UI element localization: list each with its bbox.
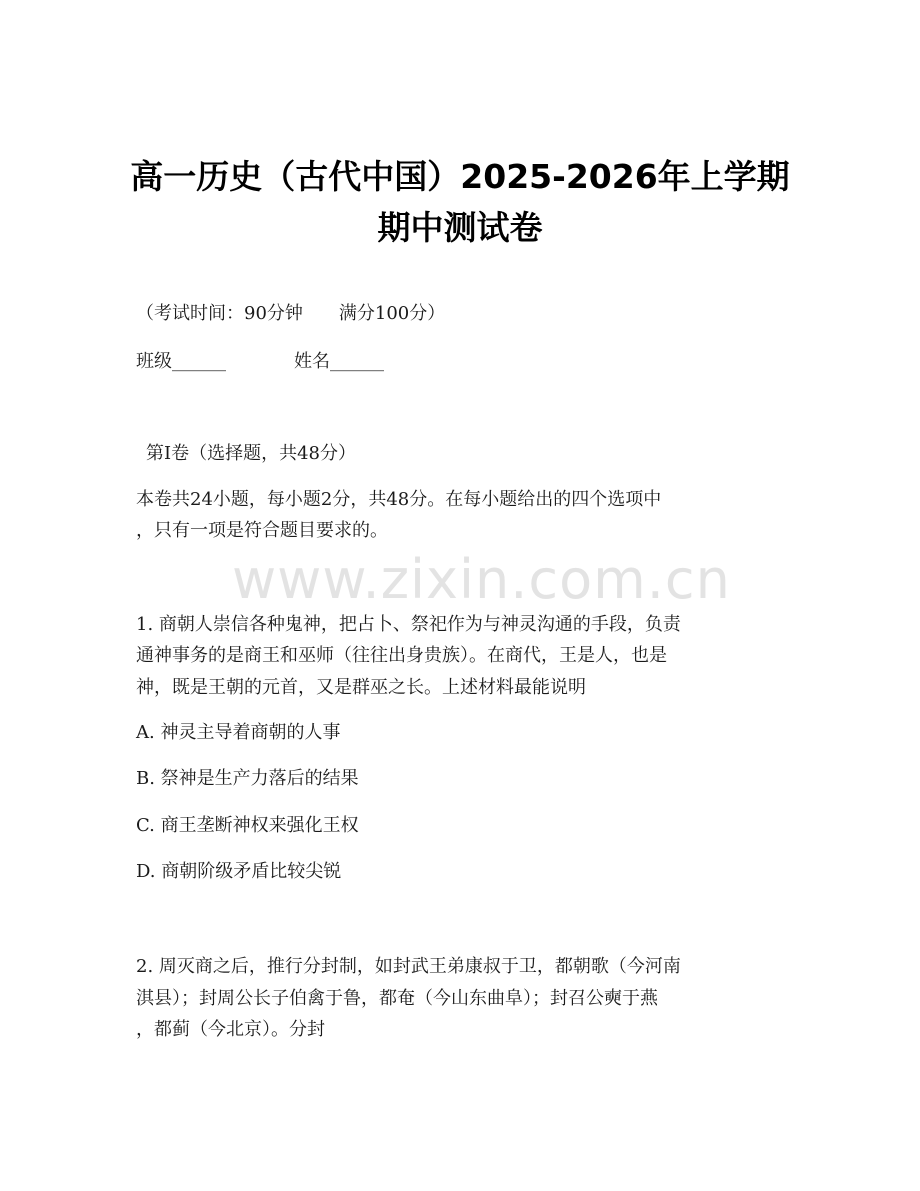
question-1-option-b: B. 祭神是生产力落后的结果 <box>136 768 359 789</box>
page-title-line-1: 高一历史（古代中国）2025-2026年上学期 <box>130 157 790 196</box>
section-heading: 第Ⅰ卷（选择题，共48分） <box>146 443 357 464</box>
watermark: www.zixin.com.cn <box>232 548 731 611</box>
class-label: 班级______ <box>136 351 226 372</box>
question-1-stem-line-2: 通神事务的是商王和巫师（往往出身贵族）。在商代，王是人，也是 <box>136 645 667 666</box>
page-title-line-2: 期中测试卷 <box>377 208 543 247</box>
question-1-stem-line-3: 神，既是王朝的元首，又是群巫之长。上述材料最能说明 <box>136 677 586 698</box>
question-1-option-c: C. 商王垄断神权来强化王权 <box>136 815 359 836</box>
exam-info: （考试时间：90分钟 满分100分） <box>136 303 446 324</box>
question-1-option-d: D. 商朝阶级矛盾比较尖锐 <box>136 861 342 882</box>
question-1-stem-line-1: 1. 商朝人崇信各种鬼神，把占卜、祭祀作为与神灵沟通的手段，负责 <box>136 614 681 635</box>
question-2-stem-line-1: 2. 周灭商之后，推行分封制，如封武王弟康叔于卫，都朝歌（今河南 <box>136 956 681 977</box>
instructions-line-2: ，只有一项是符合题目要求的。 <box>136 520 388 541</box>
name-label: 姓名______ <box>294 351 384 372</box>
question-2-stem-line-2: 淇县）；封周公长子伯禽于鲁，都奄（今山东曲阜）；封召公奭于燕 <box>136 988 658 1009</box>
question-2-stem-line-3: ，都蓟（今北京）。分封 <box>136 1019 325 1040</box>
instructions-line-1: 本卷共24小题，每小题2分，共48分。在每小题给出的四个选项中 <box>136 489 662 510</box>
question-1-option-a: A. 神灵主导着商朝的人事 <box>136 722 341 743</box>
